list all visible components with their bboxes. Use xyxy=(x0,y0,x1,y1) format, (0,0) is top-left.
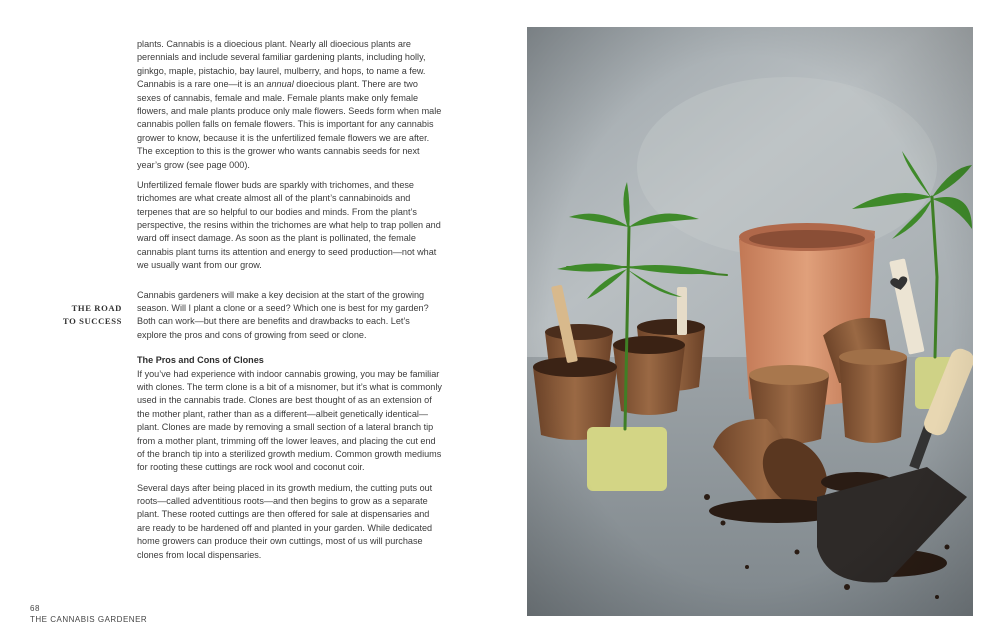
page-number: 68 xyxy=(30,604,40,613)
book-title: THE CANNABIS GARDENER xyxy=(30,615,148,624)
paragraph-adventitious-roots: Several days after being placed in its growth medium, the cutting puts out roots—called adventitious roots—and then begins to grow as a separate plant. These rooted cuttings are then offered for sale at dispensaries and are ready to be hardened off and planted in your garden. While dedicated home growers can produce their own cuttings, most of us will purchase clones from local dispensaries. xyxy=(137,482,433,560)
body-text-column xyxy=(137,38,442,569)
section-heading-line-1: THE ROAD xyxy=(71,303,122,313)
clones-section xyxy=(137,354,442,475)
paragraph-section-intro: Cannabis gardeners will make a key decision at the start of the growing season. Will I plant a clone or a seed? Which one is best for my garden? Both can work—but there are benefits and drawbacks to each. Let’s explore the pros and cons of growing from seed or clone. xyxy=(137,289,429,340)
subheading-clones: The Pros and Cons of Clones xyxy=(137,355,264,366)
paragraph-trichomes: Unfertilized female flower buds are sparkly with trichomes, and these trichomes are what create almost all of the plant’s cannabinoids and terpenes that are so helpful to our bodies and minds. From the plant’s perspective, the resins within the trichomes are what help to trap pollen and ward off insect damage. As soon as the plant is pollinated, the female cannabis plant turns its attention and energy to seed production—not what we usually want from our grow. xyxy=(137,179,441,271)
page-footer xyxy=(30,603,147,625)
section-heading-line-2: TO SUCCESS xyxy=(62,316,122,326)
section-heading xyxy=(30,302,122,328)
paragraph-dioecious: plants. Cannabis is a dioecious plant. Nearly all dioecious plants are perennials and include several familiar gardening plants, including holly, ginkgo, maple, pistachio, bay laurel, mulberry, and hops, to name a few. Cannabis is a rare one—it is an annual dioecious plant. There are two sexes of cannabis, female and male. Female plants make only female flowers, and male plants produce only male flowers. Seeds form when male cannabis pollen falls on female flowers. This is important for any cannabis grower to know, because it is the unfertilized female flowers we are after. The exception to this is the grower who wants cannabis seeds for next year’s grow (see page 000). xyxy=(137,39,442,170)
emphasis-annual: annual xyxy=(266,79,294,90)
cannabis-seedling-photo xyxy=(527,27,973,616)
paragraph-clones: If you’ve had experience with indoor cannabis growing, you may be familiar with clones. The term clone is a bit of a misnomer, but it’s what is commonly used in the cannabis trade. Clones are best thought of as an extension of the mother plant, rather than as a different—albeit genetically identical—plant. Clones are made by removing a small section of a lateral branch tip from a mother plant, trimming off the lower leaves, and placing the cut end of the branch tip into a sterilized growth medium. Common growth mediums for rooting these cuttings are rock wool and coconut coir. xyxy=(137,368,442,473)
